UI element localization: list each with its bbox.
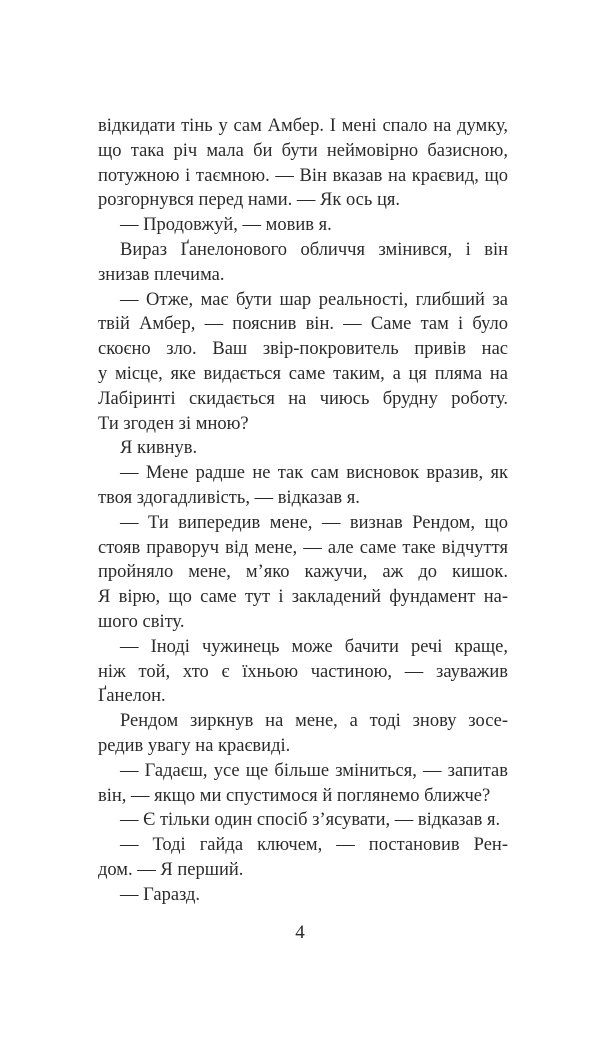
- text-line: що така річ мала би бути неймовірно базисною,: [98, 140, 508, 161]
- text-line: — Іноді чужинець може бачити речі краще,: [120, 636, 508, 657]
- text-line: — Є тільки один спосіб з’ясувати, — відказав я.: [120, 810, 501, 831]
- text-line: — Гаразд.: [120, 884, 201, 905]
- paragraph: [98, 883, 508, 908]
- text-line: — Тоді гайда ключем, — постановив Рен-: [120, 835, 508, 856]
- text-line: потужною і таємною. — Він вказав на краєвид, що: [98, 165, 508, 186]
- text-line: пройняло мене, м’яко кажучи, аж до кишок.: [98, 562, 508, 583]
- text-line: Ґанелон.: [98, 686, 166, 707]
- text-line: у місце, яке видається саме таким, а ця пляма на: [98, 363, 508, 384]
- paragraph: [98, 511, 508, 635]
- text-line: — Гадаєш, усе ще більше зміниться, — запитав: [120, 760, 508, 781]
- text-line: — Продовжуй, — мовив я.: [120, 215, 332, 236]
- paragraph: [98, 759, 508, 809]
- text-line: дом. — Я перший.: [98, 859, 244, 880]
- page-body-text: [98, 114, 508, 908]
- paragraph: [98, 808, 508, 833]
- text-line: твоя здогадливість, — відказав я.: [98, 487, 360, 508]
- text-line: Я кивнув.: [120, 438, 198, 459]
- text-line: Вираз Ґанелонового обличчя змінився, і він: [120, 239, 508, 260]
- text-line: — Отже, має бути шар реальності, глибший за: [120, 289, 508, 310]
- text-line: шого світу.: [98, 611, 185, 632]
- text-line: — Ти випередив мене, — визнав Рендом, що: [120, 512, 508, 533]
- text-line: скоєно зло. Ваш звір-покровитель привів нас: [98, 339, 508, 360]
- text-line: редив увагу на краєвиді.: [98, 735, 291, 756]
- paragraph: [98, 461, 508, 511]
- text-line: твій Амбер, — пояснив він. — Саме там і було: [98, 314, 508, 335]
- paragraph: [98, 288, 508, 437]
- text-line: він, — якщо ми спустимося й поглянемо ближче?: [98, 785, 491, 806]
- paragraph: [98, 114, 508, 213]
- text-line: ніж той, хто є їхньою частиною, — зауважив: [98, 661, 508, 682]
- paragraph: [98, 436, 508, 461]
- paragraph: [98, 635, 508, 709]
- paragraph: [98, 213, 508, 238]
- page-number: 4: [295, 922, 305, 943]
- text-line: Рендом зиркнув на мене, а тоді знову зосе-: [120, 711, 508, 732]
- text-line: Ти згоден зі мною?: [98, 413, 249, 434]
- paragraph: [98, 709, 508, 759]
- text-line: — Мене радше не так сам висновок вразив, як: [120, 463, 508, 484]
- text-line: відкидати тінь у сам Амбер. І мені спало на думку,: [98, 116, 508, 136]
- text-line: стояв праворуч від мене, — але саме таке відчуття: [98, 537, 508, 558]
- text-line: Лабіринті скидається на чиюсь брудну роботу.: [98, 388, 508, 409]
- text-line: розгорнувся перед нами. — Як ось ця.: [98, 190, 400, 211]
- paragraph: [98, 238, 508, 288]
- text-line: Я вірю, що саме тут і закладений фундамент на-: [98, 587, 508, 608]
- paragraph: [98, 833, 508, 883]
- text-line: знизав плечима.: [98, 264, 225, 285]
